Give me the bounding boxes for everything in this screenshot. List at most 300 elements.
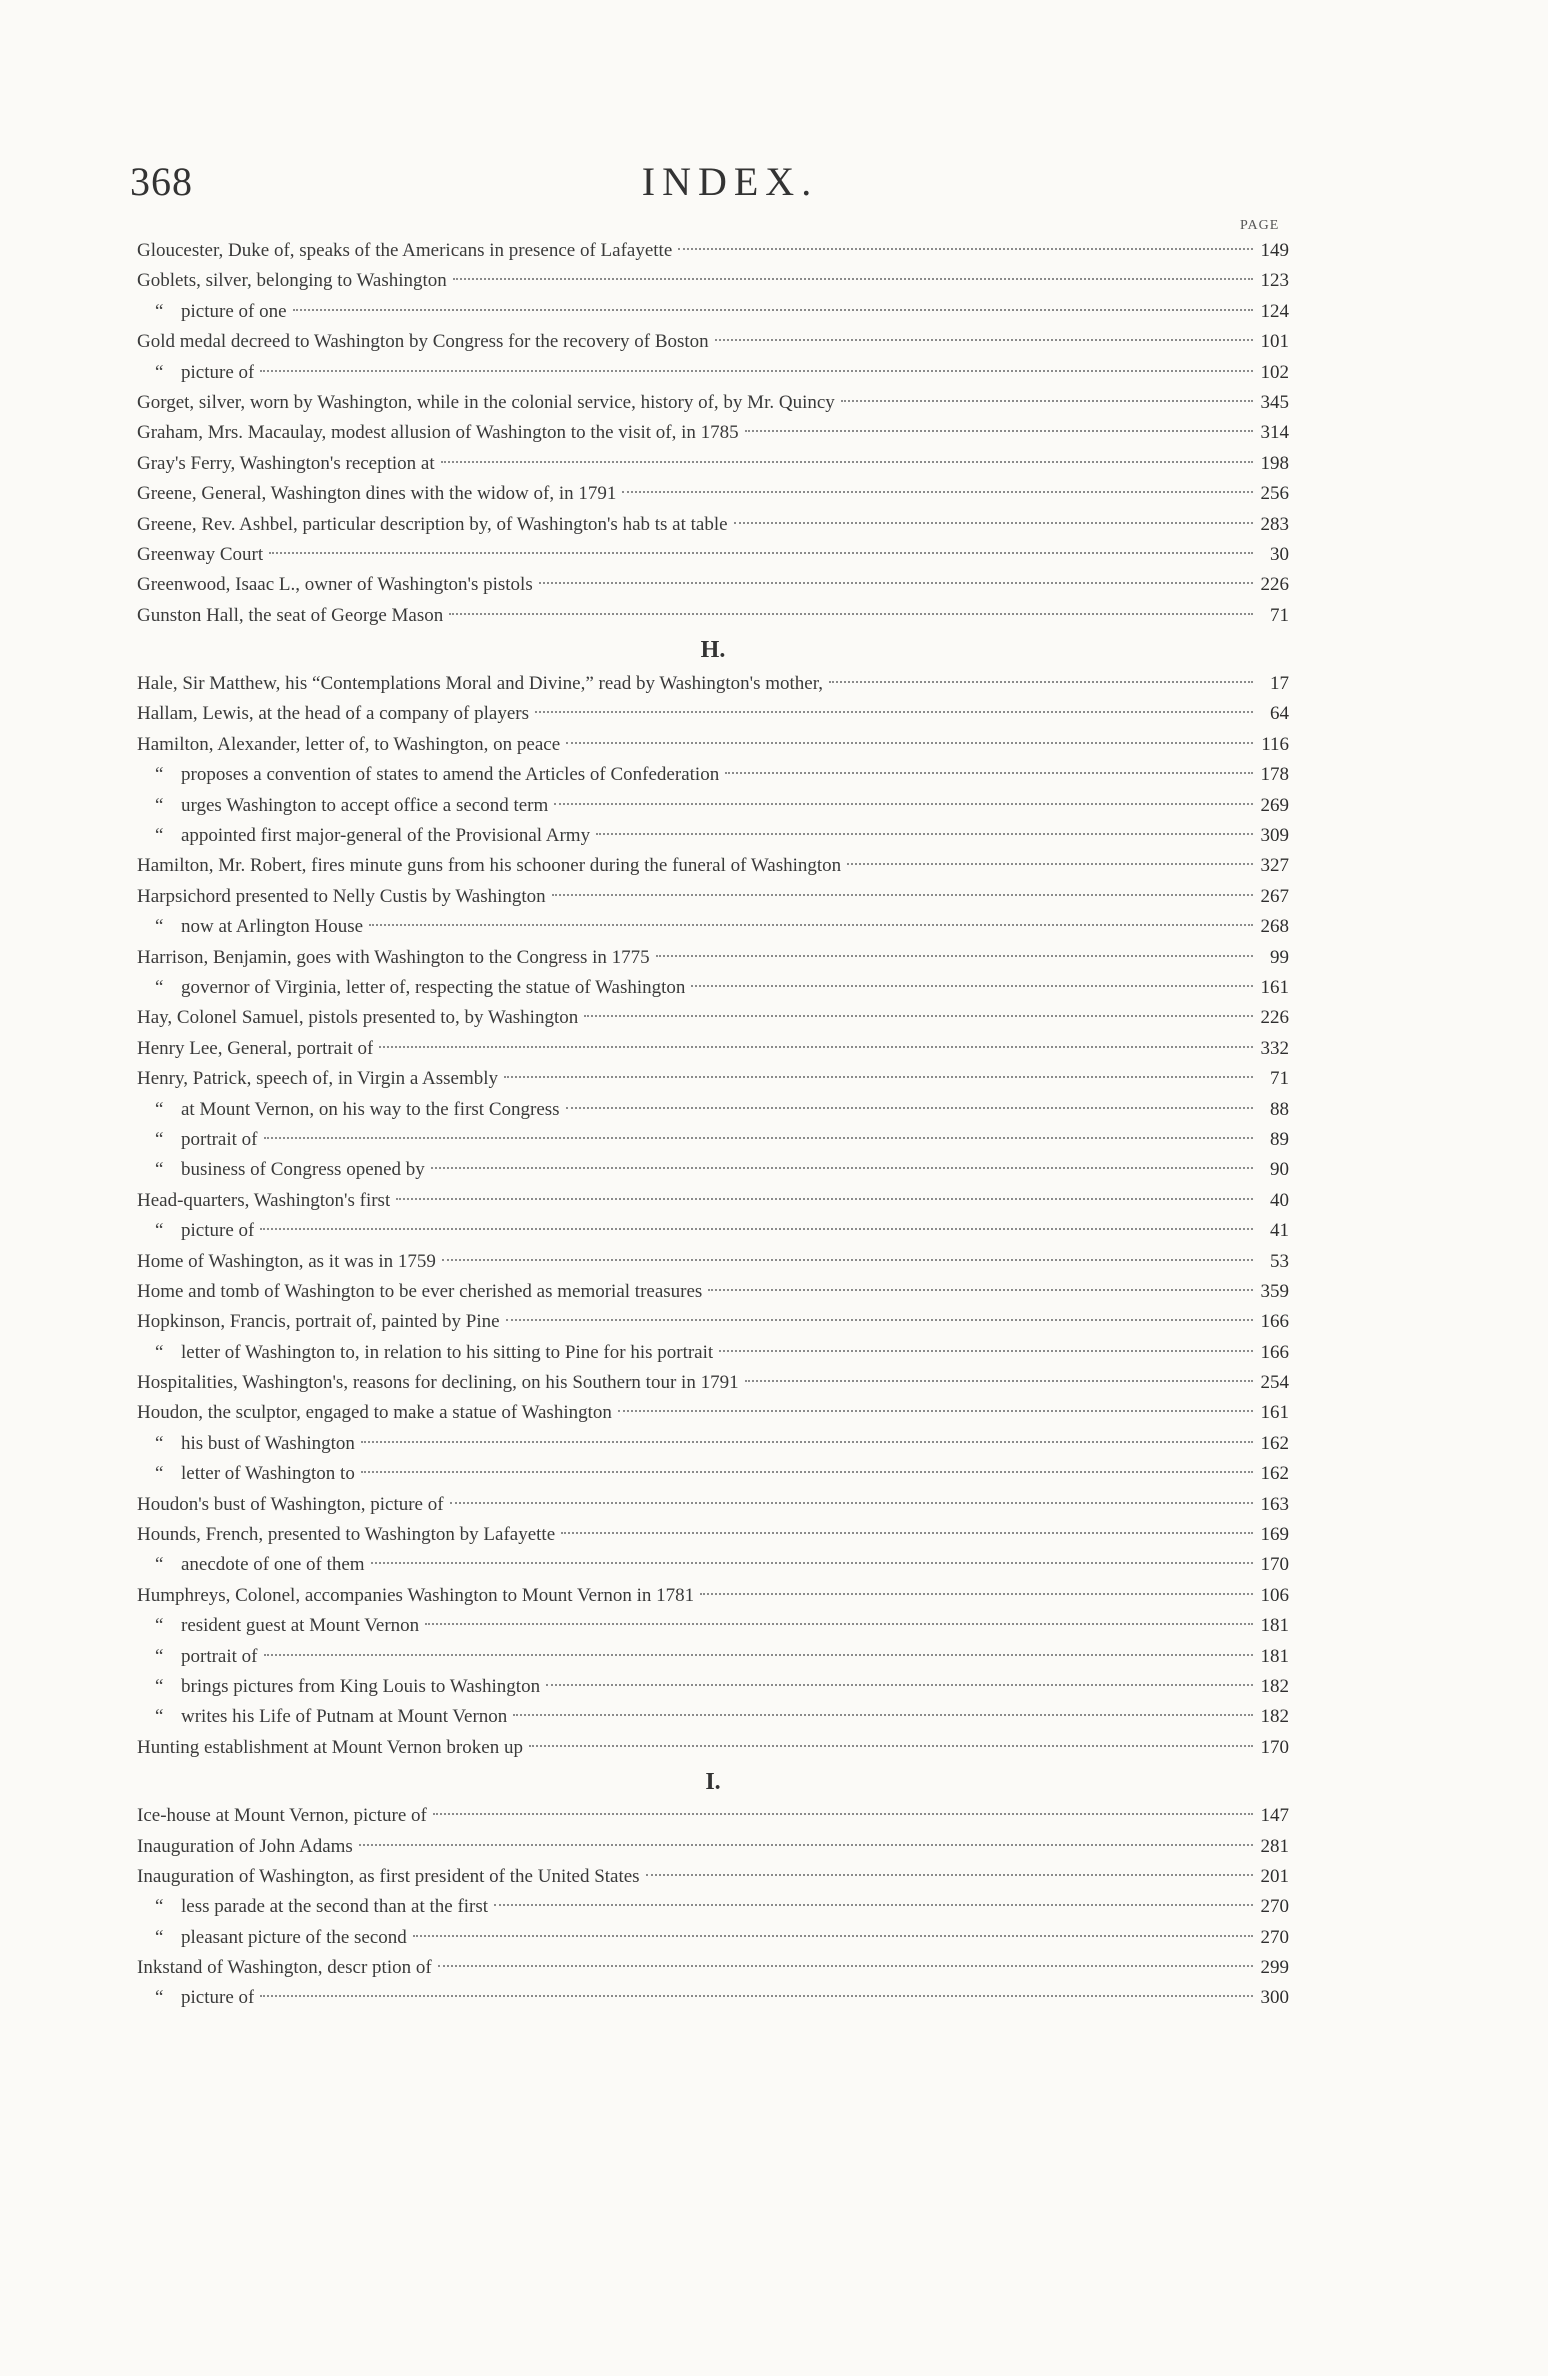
page-reference: 182	[1260, 1675, 1289, 1697]
index-entry	[137, 730, 1289, 760]
ditto-mark: “	[155, 300, 164, 322]
entry-text	[137, 1155, 425, 1185]
entry-text	[137, 266, 447, 296]
dot-leader	[678, 248, 1253, 250]
index-entry	[137, 570, 1289, 600]
entry-heading: at Mount Vernon, on his way to the first Congress	[181, 1098, 560, 1120]
entry-text	[137, 1581, 694, 1611]
page-reference: 89	[1270, 1128, 1289, 1150]
index-entry	[137, 1953, 1289, 1983]
dot-leader	[359, 1844, 1253, 1846]
dot-leader	[715, 339, 1253, 341]
ditto-mark: “	[155, 361, 164, 383]
index-entry	[137, 1801, 1289, 1831]
dot-leader	[552, 894, 1253, 896]
entry-text	[137, 1520, 555, 1550]
entry-text	[137, 973, 685, 1003]
page-reference: 170	[1260, 1554, 1289, 1576]
index-entry	[137, 1862, 1289, 1892]
entry-heading: portrait of	[181, 1128, 258, 1150]
entry-text	[137, 1368, 739, 1398]
entry-heading: Harpsichord presented to Nelly Custis by Washington	[137, 885, 546, 907]
entry-heading: Greenway Court	[137, 543, 264, 565]
dot-leader	[293, 309, 1253, 311]
index-entry	[137, 1581, 1289, 1611]
entry-heading: letter of Washington to	[181, 1463, 355, 1485]
page-reference: 267	[1260, 885, 1289, 907]
entry-heading: picture of	[181, 361, 255, 383]
page-reference: 161	[1260, 976, 1289, 998]
index-entry	[137, 1490, 1289, 1520]
entry-text	[137, 297, 287, 327]
dot-leader	[504, 1076, 1253, 1078]
index-entry	[137, 1892, 1289, 1922]
ditto-mark: “	[155, 1098, 164, 1120]
dot-leader	[371, 1562, 1253, 1564]
entry-text	[137, 821, 590, 851]
entry-text	[137, 236, 672, 266]
entry-text	[137, 1611, 419, 1641]
entry-text	[137, 510, 728, 540]
page-reference: 359	[1260, 1280, 1289, 1302]
entry-heading: Hamilton, Mr. Robert, fires minute guns from his schooner during the funeral of Washington	[137, 855, 842, 877]
entry-heading: Hay, Colonel Samuel, pistols presented to, by Washington	[137, 1007, 579, 1029]
page-reference: 102	[1260, 361, 1289, 383]
entry-text	[137, 730, 560, 760]
dot-leader	[745, 430, 1253, 432]
entry-text	[137, 1064, 498, 1094]
page-reference: 270	[1260, 1896, 1289, 1918]
entry-heading: less parade at the second than at the first	[181, 1896, 489, 1918]
dot-leader	[719, 1350, 1253, 1352]
page-reference: 268	[1260, 916, 1289, 938]
index-entry	[137, 1003, 1289, 1033]
entry-text	[137, 1490, 444, 1520]
dot-leader	[449, 613, 1253, 615]
entry-heading: Inauguration of Washington, as first president of the United States	[137, 1865, 640, 1887]
dot-leader	[561, 1532, 1253, 1534]
entry-text	[137, 1862, 640, 1892]
entry-heading: Gold medal decreed to Washington by Congress for the recovery of Boston	[137, 331, 709, 353]
entry-heading: Inauguration of John Adams	[137, 1835, 353, 1857]
dot-leader	[264, 1654, 1253, 1656]
dot-leader	[546, 1684, 1253, 1686]
entry-heading: picture of one	[181, 300, 287, 322]
page-reference: 106	[1260, 1584, 1289, 1606]
dot-leader	[260, 1995, 1253, 1997]
page-reference: 99	[1270, 946, 1289, 968]
dot-leader	[361, 1471, 1253, 1473]
entry-text	[137, 1125, 258, 1155]
dot-leader	[841, 400, 1253, 402]
entry-heading: Hamilton, Alexander, letter of, to Washington, on peace	[137, 733, 561, 755]
dot-leader	[361, 1441, 1253, 1443]
dot-leader	[450, 1502, 1253, 1504]
dot-leader	[433, 1813, 1253, 1815]
entry-text	[137, 601, 443, 631]
entry-text	[137, 912, 363, 942]
index-entry	[137, 449, 1289, 479]
entry-heading: Greene, Rev. Ashbel, particular description by, of Washington's hab ts at table	[137, 513, 728, 535]
index-entry	[137, 1983, 1289, 2013]
entry-heading: portrait of	[181, 1645, 258, 1667]
page-reference: 53	[1270, 1250, 1289, 1272]
entry-text	[137, 540, 263, 570]
page-reference: 149	[1260, 240, 1289, 261]
index-entry	[137, 266, 1289, 296]
entry-text	[137, 1216, 254, 1246]
entry-heading: Gorget, silver, worn by Washington, while in the colonial service, history of, by Mr. Quincy	[137, 391, 835, 413]
entry-text	[137, 1003, 578, 1033]
entry-heading: Hale, Sir Matthew, his “Contemplations Moral and Divine,” read by Washington's mother,	[137, 673, 824, 695]
dot-leader	[847, 863, 1253, 865]
index-entry	[137, 1125, 1289, 1155]
index-entry	[137, 418, 1289, 448]
entry-heading: brings pictures from King Louis to Washington	[181, 1675, 541, 1697]
dot-leader	[442, 1259, 1253, 1261]
index-entry	[137, 912, 1289, 942]
ditto-mark: “	[155, 1554, 164, 1576]
dot-leader	[260, 1228, 1253, 1230]
entry-text	[137, 388, 835, 418]
index-entry	[137, 669, 1289, 699]
index-entry	[137, 297, 1289, 327]
index-entry	[137, 1155, 1289, 1185]
page-reference: 41	[1270, 1220, 1289, 1242]
index-entry	[137, 388, 1289, 418]
dot-leader	[700, 1593, 1253, 1595]
page-column-label: PAGE	[1240, 218, 1280, 233]
page-reference: 161	[1260, 1402, 1289, 1424]
entry-text	[137, 418, 739, 448]
page-reference: 254	[1260, 1372, 1289, 1394]
entry-heading: Hallam, Lewis, at the head of a company of players	[137, 703, 529, 725]
entry-heading: governor of Virginia, letter of, respecting the statue of Washington	[181, 976, 686, 998]
dot-leader	[438, 1965, 1253, 1967]
entry-text	[137, 1832, 353, 1862]
ditto-mark: “	[155, 794, 164, 816]
entry-heading: his bust of Washington	[181, 1432, 355, 1454]
page-reference: 101	[1260, 331, 1289, 353]
page-reference: 226	[1260, 1007, 1289, 1029]
page-reference: 166	[1260, 1311, 1289, 1333]
entry-text	[137, 1801, 427, 1831]
page-header	[130, 158, 1290, 208]
page-reference: 270	[1260, 1926, 1289, 1948]
index-entry	[137, 851, 1289, 881]
entry-heading: Hospitalities, Washington's, reasons for declining, on his Southern tour in 1791	[137, 1372, 739, 1394]
ditto-mark: “	[155, 1128, 164, 1150]
dot-leader	[566, 742, 1253, 744]
dot-leader	[584, 1015, 1253, 1017]
entry-text	[137, 1429, 355, 1459]
entry-text	[137, 327, 709, 357]
entry-heading: Henry Lee, General, portrait of	[137, 1037, 374, 1059]
index-entry	[137, 1034, 1289, 1064]
ditto-mark: “	[155, 916, 164, 938]
entry-text	[137, 358, 254, 388]
dot-leader	[441, 461, 1253, 463]
entry-heading: Harrison, Benjamin, goes with Washington to the Congress in 1775	[137, 946, 650, 968]
page-reference: 40	[1270, 1189, 1289, 1211]
entry-heading: Greene, General, Washington dines with the widow of, in 1791	[137, 483, 617, 505]
page-reference: 71	[1270, 604, 1289, 626]
entry-text	[137, 1672, 540, 1702]
entry-text	[137, 1892, 488, 1922]
page-reference: 123	[1260, 270, 1289, 292]
dot-leader	[734, 522, 1253, 524]
dot-leader	[264, 1137, 1253, 1139]
dot-leader	[656, 955, 1253, 957]
entry-text	[137, 1398, 612, 1428]
page-number: 368	[130, 159, 193, 204]
entry-heading: Home and tomb of Washington to be ever cherished as memorial treasures	[137, 1280, 703, 1302]
dot-leader	[425, 1623, 1253, 1625]
entry-heading: Inkstand of Washington, descr ption of	[137, 1957, 432, 1979]
index-entry	[137, 791, 1289, 821]
dot-leader	[260, 370, 1253, 372]
entry-text	[137, 1247, 436, 1277]
entry-heading: writes his Life of Putnam at Mount Vernon	[181, 1706, 508, 1728]
index-entry	[137, 943, 1289, 973]
index-entry	[137, 1550, 1289, 1580]
page-reference: 256	[1260, 483, 1289, 505]
entry-text	[137, 449, 435, 479]
index-entry	[137, 1368, 1289, 1398]
entry-text	[137, 570, 533, 600]
page-reference: 169	[1260, 1524, 1289, 1546]
page-reference: 201	[1260, 1865, 1289, 1887]
entry-heading: Gunston Hall, the seat of George Mason	[137, 604, 444, 626]
ditto-mark: “	[155, 1220, 164, 1242]
index-entry	[137, 358, 1289, 388]
dot-leader	[539, 582, 1253, 584]
dot-leader	[596, 833, 1253, 835]
index-entry	[137, 1338, 1289, 1368]
entry-heading: Greenwood, Isaac L., owner of Washington's pistols	[137, 574, 533, 596]
entry-text	[137, 1953, 432, 1983]
index-entry	[137, 479, 1289, 509]
page-reference: 64	[1270, 703, 1289, 725]
page-reference: 17	[1270, 673, 1289, 695]
entry-heading: picture of	[181, 1220, 255, 1242]
dot-leader	[494, 1904, 1253, 1906]
entry-heading: Houdon's bust of Washington, picture of	[137, 1493, 444, 1515]
entry-heading: Hounds, French, presented to Washington by Lafayette	[137, 1524, 556, 1546]
entry-heading: business of Congress opened by	[181, 1159, 425, 1181]
dot-leader	[554, 803, 1253, 805]
entry-heading: picture of	[181, 1987, 255, 2009]
dot-leader	[829, 681, 1253, 683]
entry-text	[137, 1338, 713, 1368]
page-reference: 182	[1260, 1706, 1289, 1728]
page-reference: 90	[1270, 1159, 1289, 1181]
index-entry	[137, 1459, 1289, 1489]
page-reference: 71	[1270, 1068, 1289, 1090]
page-reference: 181	[1260, 1615, 1289, 1637]
entry-heading: Hopkinson, Francis, portrait of, painted by Pine	[137, 1311, 500, 1333]
index-entry	[137, 1064, 1289, 1094]
dot-leader	[413, 1935, 1253, 1937]
page-reference: 299	[1260, 1957, 1289, 1979]
index-entry	[137, 1672, 1289, 1702]
ditto-mark: “	[155, 1645, 164, 1667]
entry-text	[137, 1095, 560, 1125]
index-entry	[137, 327, 1289, 357]
ditto-mark: “	[155, 1675, 164, 1697]
dot-leader	[725, 772, 1253, 774]
dot-leader	[379, 1046, 1253, 1048]
page-reference: 163	[1260, 1493, 1289, 1515]
page-reference: 327	[1260, 855, 1289, 877]
running-title: INDEX.	[641, 159, 819, 204]
ditto-mark: “	[155, 1159, 164, 1181]
index-entry	[137, 1398, 1289, 1428]
page-reference: 124	[1260, 300, 1289, 322]
index-entry	[137, 1642, 1289, 1672]
dot-leader	[453, 278, 1253, 280]
dot-leader	[708, 1289, 1253, 1291]
dot-leader	[618, 1410, 1253, 1412]
index-entry	[137, 540, 1289, 570]
entry-text	[137, 882, 546, 912]
entry-text	[137, 1186, 390, 1216]
index-entry	[137, 1429, 1289, 1459]
ditto-mark: “	[155, 1987, 164, 2009]
index-entry	[137, 821, 1289, 851]
ditto-mark: “	[155, 1706, 164, 1728]
entry-text	[137, 1923, 407, 1953]
page-reference: 345	[1260, 391, 1289, 413]
page-reference: 178	[1260, 764, 1289, 786]
entry-text	[137, 1733, 523, 1763]
page-reference: 309	[1260, 825, 1289, 847]
page-reference: 300	[1260, 1987, 1289, 2009]
dot-leader	[506, 1319, 1253, 1321]
entry-heading: Home of Washington, as it was in 1759	[137, 1250, 436, 1272]
ditto-mark: “	[155, 1463, 164, 1485]
entry-text	[137, 1459, 355, 1489]
dot-leader	[431, 1167, 1253, 1169]
ditto-mark: “	[155, 976, 164, 998]
index-entry	[137, 1186, 1289, 1216]
entry-text	[137, 760, 719, 790]
page-reference: 226	[1260, 574, 1289, 596]
page-reference: 198	[1260, 452, 1289, 474]
entry-text	[137, 1034, 373, 1064]
dot-leader	[535, 711, 1253, 713]
entry-text	[137, 791, 548, 821]
section-letter-heading: I.	[705, 1769, 721, 1796]
entry-heading: pleasant picture of the second	[181, 1926, 407, 1948]
entry-text	[137, 1550, 365, 1580]
index-entry	[137, 882, 1289, 912]
page-reference: 269	[1260, 794, 1289, 816]
entry-heading: Humphreys, Colonel, accompanies Washington to Mount Vernon in 1781	[137, 1584, 695, 1606]
entry-heading: Ice-house at Mount Vernon, picture of	[137, 1805, 427, 1827]
entry-text	[137, 699, 529, 729]
dot-leader	[691, 985, 1253, 987]
entry-heading: now at Arlington House	[181, 916, 364, 938]
ditto-mark: “	[155, 764, 164, 786]
entry-text	[137, 669, 823, 699]
index-entry	[137, 1923, 1289, 1953]
index-entry	[137, 601, 1289, 631]
dot-leader	[529, 1745, 1253, 1747]
entry-text	[137, 943, 650, 973]
entry-heading: Henry, Patrick, speech of, in Virgin a Assembly	[137, 1068, 499, 1090]
entry-heading: Gloucester, Duke of, speaks of the Americans in presence of Lafayette	[137, 240, 673, 261]
index-entry	[137, 1832, 1289, 1862]
dot-leader	[622, 491, 1253, 493]
entry-heading: Goblets, silver, belonging to Washington	[137, 270, 447, 292]
index-entry	[137, 1095, 1289, 1125]
page-reference: 181	[1260, 1645, 1289, 1667]
entry-heading: anecdote of one of them	[181, 1554, 365, 1576]
entry-heading: letter of Washington to, in relation to his sitting to Pine for his portrait	[181, 1341, 714, 1363]
index-entry	[137, 510, 1289, 540]
page-reference: 332	[1260, 1037, 1289, 1059]
index-entry	[137, 1216, 1289, 1246]
page-reference: 314	[1260, 422, 1289, 444]
index-entry	[137, 1733, 1289, 1763]
page-reference: 116	[1261, 733, 1289, 755]
ditto-mark: “	[155, 825, 164, 847]
page-reference: 162	[1260, 1432, 1289, 1454]
index-entry	[137, 1702, 1289, 1732]
page-reference: 281	[1260, 1835, 1289, 1857]
ditto-mark: “	[155, 1615, 164, 1637]
dot-leader	[369, 924, 1253, 926]
index-entry	[137, 1611, 1289, 1641]
index-entry	[137, 973, 1289, 1003]
page-reference: 166	[1260, 1341, 1289, 1363]
index-entry	[137, 699, 1289, 729]
index-entry	[137, 236, 1289, 266]
entry-heading: urges Washington to accept office a second term	[181, 794, 549, 816]
entry-text	[137, 1983, 254, 2013]
index-entry	[137, 1247, 1289, 1277]
page-reference: 147	[1260, 1805, 1289, 1827]
ditto-mark: “	[155, 1341, 164, 1363]
page-reference: 30	[1270, 543, 1289, 565]
entry-text	[137, 1277, 702, 1307]
dot-leader	[269, 552, 1253, 554]
index-entry	[137, 1520, 1289, 1550]
dot-leader	[745, 1380, 1253, 1382]
entry-text	[137, 479, 616, 509]
entry-heading: Houdon, the sculptor, engaged to make a statue of Washington	[137, 1402, 612, 1424]
ditto-mark: “	[155, 1432, 164, 1454]
page-reference: 162	[1260, 1463, 1289, 1485]
entry-heading: appointed first major-general of the Provisional Army	[181, 825, 591, 847]
entry-text	[137, 1702, 507, 1732]
dot-leader	[396, 1198, 1253, 1200]
entry-heading: Graham, Mrs. Macaulay, modest allusion of Washington to the visit of, in 1785	[137, 422, 739, 444]
index-list	[137, 236, 1289, 2014]
page-reference: 170	[1260, 1736, 1289, 1758]
entry-heading: Hunting establishment at Mount Vernon broken up	[137, 1736, 523, 1758]
section-letter-heading: H.	[700, 637, 726, 664]
ditto-mark: “	[155, 1926, 164, 1948]
dot-leader	[513, 1714, 1253, 1716]
dot-leader	[566, 1107, 1253, 1109]
entry-heading: proposes a convention of states to amend the Articles of Confederation	[181, 764, 720, 786]
entry-text	[137, 1642, 258, 1672]
entry-heading: resident guest at Mount Vernon	[181, 1615, 420, 1637]
index-entry	[137, 760, 1289, 790]
entry-heading: Head-quarters, Washington's first	[137, 1189, 391, 1211]
